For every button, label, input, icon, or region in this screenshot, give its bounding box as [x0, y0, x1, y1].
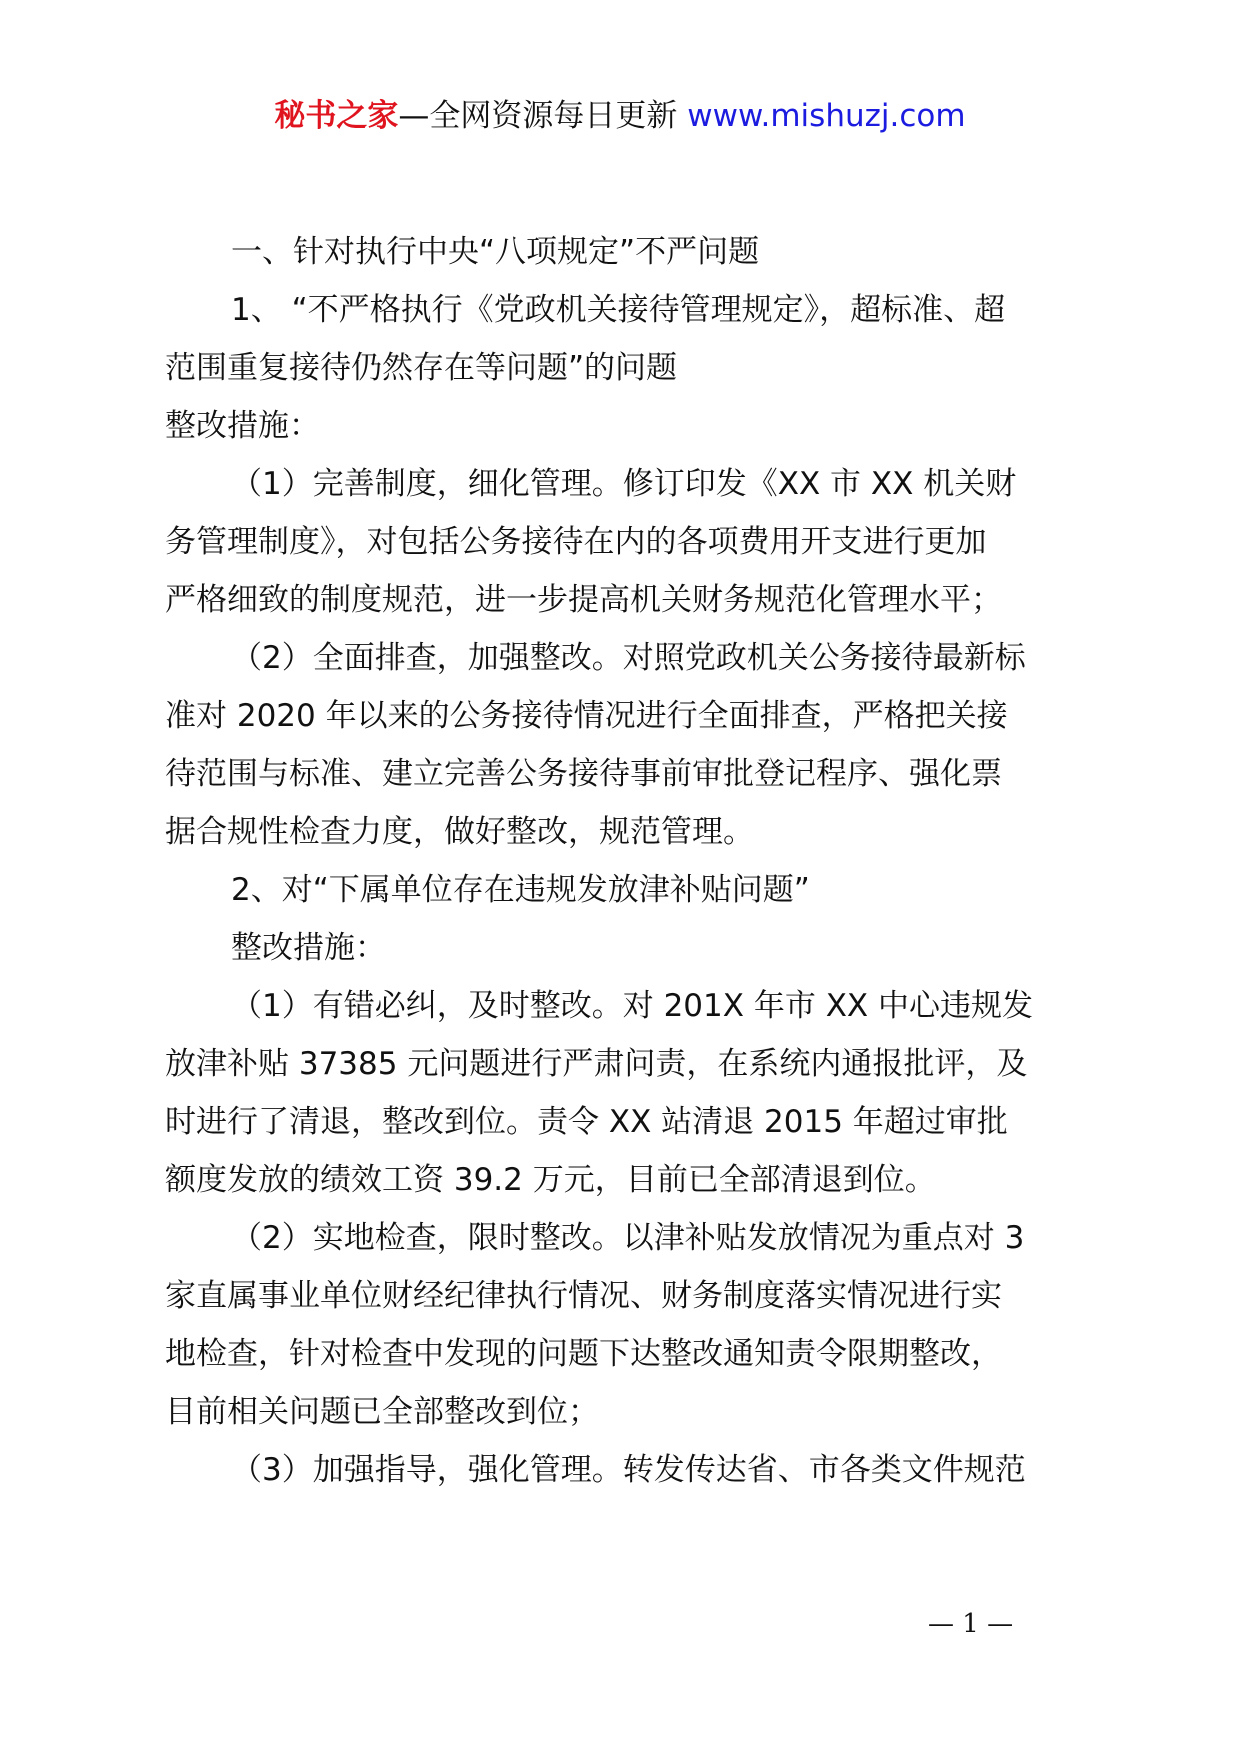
paragraph-line: 1、 “不严格执行《党政机关接待管理规定》，超标准、超 [231, 292, 1006, 328]
paragraph-line: 严格细致的制度规范，进一步提高机关财务规范化管理水平； [165, 582, 1002, 618]
site-header [0, 96, 1240, 136]
paragraph-line: 据合规性检查力度，做好整改，规范管理。 [165, 814, 754, 850]
paragraph-line: 家直属事业单位财经纪律执行情况、财务制度落实情况进行实 [165, 1278, 1002, 1314]
paragraph-line: 地检查，针对检查中发现的问题下达整改通知责令限期整改， [165, 1336, 1002, 1372]
paragraph-line: 整改措施： [231, 930, 386, 966]
paragraph-line: 目前相关问题已全部整改到位； [165, 1394, 599, 1430]
paragraph-line: 准对 2020 年以来的公务接待情况进行全面排查，严格把关接 [165, 698, 1008, 734]
header-brand: 秘书之家 [274, 98, 399, 134]
paragraph-line: 额度发放的绩效工资 39.2 万元，目前已全部清退到位。 [165, 1162, 936, 1198]
section-heading: 一、针对执行中央“八项规定”不严问题 [231, 234, 760, 270]
document-body [165, 223, 1085, 1499]
paragraph-line: 2、对“下属单位存在违规发放津补贴问题” [231, 872, 810, 908]
paragraph-line: 时进行了清退，整改到位。责令 XX 站清退 2015 年超过审批 [165, 1104, 1008, 1140]
paragraph-line: （2）全面排查，加强整改。对照党政机关公务接待最新标 [231, 640, 1026, 676]
paragraph-line: 整改措施： [165, 408, 320, 444]
paragraph-line: 务管理制度》，对包括公务接待在内的各项费用开支进行更加 [165, 524, 987, 560]
page-number: — 1 — [928, 1609, 1014, 1639]
paragraph-line: 范围重复接待仍然存在等问题”的问题 [165, 350, 678, 386]
header-url[interactable]: www.mishuzj.com [687, 98, 966, 134]
paragraph-line: 待范围与标准、建立完善公务接待事前审批登记程序、强化票 [165, 756, 1002, 792]
paragraph-line: （1）完善制度，细化管理。修订印发《XX 市 XX 机关财 [231, 466, 1017, 502]
paragraph-line: （1）有错必纠，及时整改。对 201X 年市 XX 中心违规发 [231, 988, 1034, 1024]
paragraph-line: （3）加强指导，强化管理。转发传达省、市各类文件规范 [231, 1452, 1026, 1488]
paragraph-line: 放津补贴 37385 元问题进行严肃问责，在系统内通报批评，及 [165, 1046, 1028, 1082]
header-tagline: —全网资源每日更新 [398, 98, 688, 134]
paragraph-line: （2）实地检查，限时整改。以津补贴发放情况为重点对 3 [231, 1220, 1025, 1256]
